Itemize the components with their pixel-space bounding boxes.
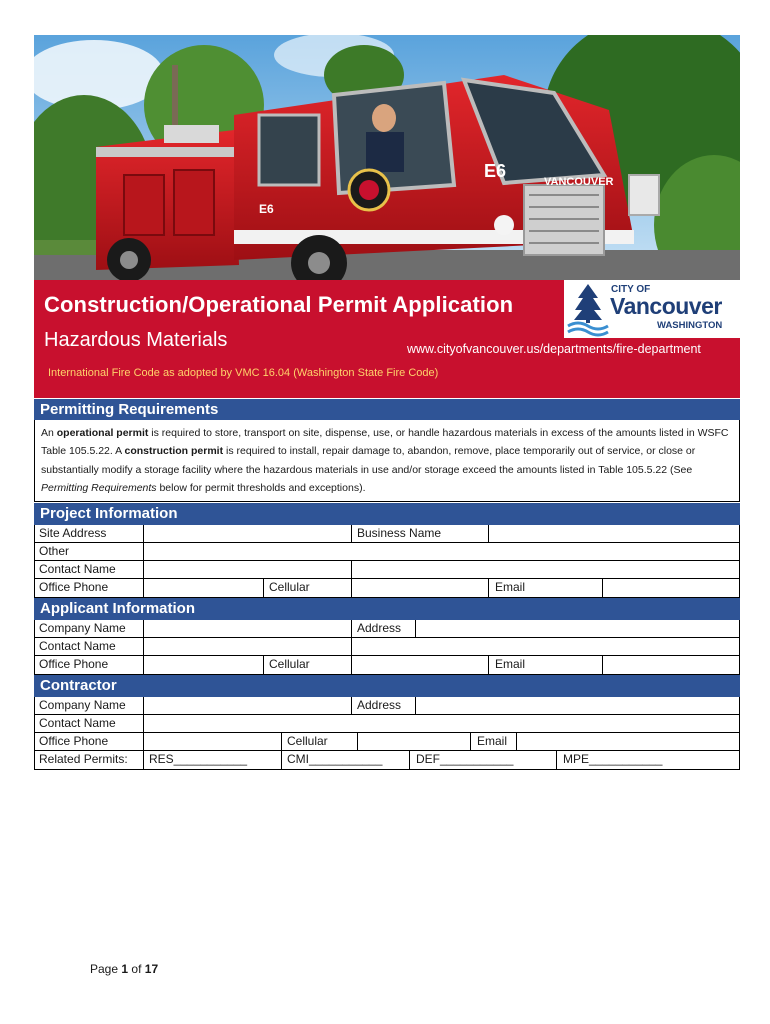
- department-url-link[interactable]: www.cityofvancouver.us/departments/fire-department: [407, 342, 701, 356]
- hero-photo: [34, 35, 740, 280]
- section-applicant-information: Applicant Information: [34, 598, 740, 620]
- applicant-company-name-field[interactable]: [143, 620, 351, 637]
- business-name-field[interactable]: [488, 525, 740, 542]
- cellular-label: Cellular: [269, 580, 310, 594]
- table-row: [35, 561, 739, 579]
- truck-side-number-label: E6: [259, 202, 274, 216]
- contractor-office-phone-field[interactable]: [143, 733, 281, 750]
- contractor-address-field[interactable]: [415, 697, 740, 714]
- permitting-requirements-text: An operational permit is required to store, transport on site, dispense, use, or handle hazardous materials in excess of the amounts listed in WSFC Table 105.5.22. A construction permit is required to install, repair damage to, abandon, remove, place temporarily out of service, or close or substantially modify a storage facility where the hazardous materials in use and/or storage exceed the amounts listed in Table 105.5.22 (See Permitting Requirements below for permit thresholds and exceptions).: [41, 427, 729, 495]
- table-row: [35, 525, 739, 543]
- site-address-label: Site Address: [39, 526, 107, 540]
- applicant-contact-name-field[interactable]: [143, 638, 351, 655]
- page-title: Construction/Operational Permit Application: [44, 292, 514, 317]
- table-row: [35, 751, 739, 769]
- table-row: [35, 638, 739, 656]
- contractor-table: [34, 697, 740, 770]
- applicant-email-field[interactable]: [602, 656, 740, 673]
- applicant-address-field[interactable]: [415, 620, 740, 637]
- def-permit-field[interactable]: DEF___________: [416, 752, 514, 766]
- truck-name-label: VANCOUVER: [544, 176, 614, 188]
- applicant-company-name-label: Company Name: [39, 621, 126, 635]
- applicant-information-table: [34, 620, 740, 675]
- applicant-office-phone-label: Office Phone: [39, 657, 109, 671]
- other-label: Other: [39, 544, 70, 558]
- table-row: [35, 620, 739, 638]
- section-permitting-requirements: Permitting Requirements: [34, 399, 740, 420]
- table-row: [35, 543, 739, 561]
- applicant-email-label: Email: [495, 657, 526, 671]
- applicant-cellular-field[interactable]: [351, 656, 488, 673]
- other-field[interactable]: [143, 543, 740, 560]
- contractor-contact-name-label: Contact Name: [39, 716, 116, 730]
- cellular-field[interactable]: [351, 579, 488, 596]
- project-information-table: [34, 525, 740, 598]
- logo-city-name: Vancouver: [610, 293, 722, 319]
- office-phone-field[interactable]: [143, 579, 263, 596]
- related-permits-label: Related Permits:: [39, 752, 128, 766]
- applicant-office-phone-field[interactable]: [143, 656, 263, 673]
- permitting-requirements-box: [34, 420, 740, 502]
- logo-state: WASHINGTON: [657, 320, 723, 331]
- fire-engine-photo: [34, 35, 740, 280]
- city-logo: [564, 280, 740, 338]
- applicant-address-label: Address: [357, 621, 402, 635]
- contractor-cellular-field[interactable]: [357, 733, 470, 750]
- page-subtitle: Hazardous Materials: [44, 329, 228, 351]
- contractor-email-field[interactable]: [516, 733, 740, 750]
- section-project-information: Project Information: [34, 503, 740, 525]
- contractor-company-name-field[interactable]: [143, 697, 351, 714]
- applicant-contact-name-label: Contact Name: [39, 639, 116, 653]
- contact-name-label: Contact Name: [39, 562, 116, 576]
- table-row: [35, 579, 739, 597]
- email-field[interactable]: [602, 579, 740, 596]
- page-number: Page 1 of 17: [90, 962, 159, 976]
- contractor-company-name-label: Company Name: [39, 698, 126, 712]
- contact-name-extra-field[interactable]: [351, 561, 740, 578]
- mpe-permit-field[interactable]: MPE___________: [563, 752, 663, 766]
- section-contractor: Contractor: [34, 675, 740, 697]
- contractor-office-phone-label: Office Phone: [39, 734, 109, 748]
- contractor-cellular-label: Cellular: [287, 734, 328, 748]
- contractor-contact-name-field[interactable]: [143, 715, 740, 732]
- truck-number-label: E6: [484, 161, 507, 181]
- table-row: [35, 733, 739, 751]
- contact-name-field[interactable]: [143, 561, 351, 578]
- contractor-address-label: Address: [357, 698, 402, 712]
- email-label: Email: [495, 580, 526, 594]
- title-banner: [34, 280, 740, 398]
- applicant-cellular-label: Cellular: [269, 657, 310, 671]
- office-phone-label: Office Phone: [39, 580, 109, 594]
- logo-city-of: CITY OF: [611, 284, 651, 295]
- applicant-contact-extra-field[interactable]: [351, 638, 740, 655]
- site-address-field[interactable]: [143, 525, 351, 542]
- cmi-permit-field[interactable]: CMI___________: [287, 752, 383, 766]
- code-reference-note: International Fire Code as adopted by VMC 16.04 (Washington State Fire Code): [48, 367, 439, 379]
- res-permit-field[interactable]: RES___________: [149, 752, 248, 766]
- tree-wave-icon: [566, 280, 610, 338]
- table-row: [35, 715, 739, 733]
- business-name-label: Business Name: [357, 526, 442, 540]
- contractor-email-label: Email: [477, 734, 508, 748]
- table-row: [35, 697, 739, 715]
- table-row: [35, 656, 739, 674]
